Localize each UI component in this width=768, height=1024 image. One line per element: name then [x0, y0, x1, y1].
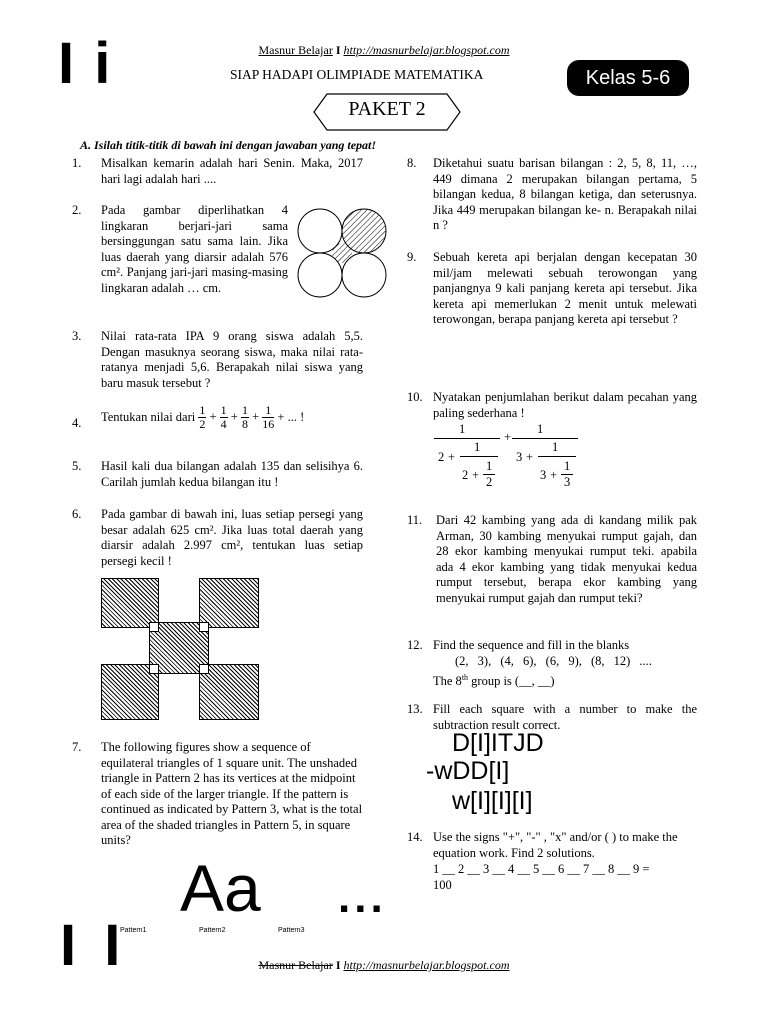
pattern-glyph-large: Aa: [180, 851, 261, 925]
bottom-left-glyph: I I: [60, 913, 127, 978]
pattern2-label: Pattern2: [199, 927, 226, 934]
q7-text: The following figures show a sequence of equilateral triangles of 1 square unit. The unshaded triangle in Pattern 2 has its vertices at the midpoint of each side of the larger triangle. If the pattern is continued as indicated by Pattern 3, what is the total area of the shaded triangles in Pattern 5, in square units?: [101, 740, 363, 847]
left-glyph: I i: [58, 31, 113, 96]
pattern3-label: Pattern3: [278, 927, 305, 934]
q13-row2: -wDD[I]: [426, 757, 510, 785]
q9-number: 9.: [407, 250, 417, 264]
footer-source: [0, 958, 768, 973]
q13-row3: w[I][I][I]: [452, 787, 533, 815]
q6-number: 6.: [72, 507, 82, 521]
q8-text: Diketahui suatu barisan bilangan : 2, 5, 8, 11, …, 449 dimana 2 merupakan bilangan pertama, 5 bilangan kedua, 8 bilangan ketiga, dan seterusnya. Jika 449 merupakan bilangan ke- n. Berapakah nilai n ?: [433, 156, 697, 232]
page-title: SIAP HADAPI OLIMPIADE MATEMATIKA: [230, 67, 484, 82]
q11-text: Dari 42 kambing yang ada di kandang milik pak Arman, 30 kambing menyukai rumput gajah, dan 28 ekor kambing menyukai rumput teki. apabila ada 4 ekor kambing yang tidak menyukai kedua rumput tersebut, berapa ekor kambing yang menyukai rumput gajah dan rumput teki?: [436, 513, 697, 605]
paket-label: PAKET 2: [348, 98, 426, 120]
q14-equation: 1 __ 2 __ 3 __ 4 __ 5 __ 6 __ 7 __ 8 __ 9 =: [433, 862, 650, 876]
q12-number: 12.: [407, 638, 423, 652]
q12-line3: The 8th group is (__, __): [433, 673, 555, 689]
q9-text: Sebuah kereta api berjalan dengan kecepatan 30 mil/jam melewati sebuah terowongan yang panjangnya 9 kali panjang kereta api tersebut. Jika kereta api memerlukan 2 menit untuk melewati terowongan, berapa panjang kereta api tersebut ?: [433, 250, 697, 326]
header-sep: I: [335, 43, 341, 57]
q13-row1: D[I]ITJD: [452, 729, 544, 757]
q4-expression: Tentukan nilai dari $\frac{1}{2}$ + $\frac{1}{4}$ + $\frac{1}{8}$ + $\frac{1}{16}$ + ... !: [101, 403, 305, 431]
footer-author: Masnur Belajar: [258, 958, 333, 972]
q10-text: Nyatakan penjumlahan berikut dalam pecahan yang paling sederhana !: [433, 390, 697, 420]
pattern-dots: ...: [338, 873, 387, 922]
q4-number: 4.: [72, 416, 82, 430]
q1-number: 1.: [72, 156, 82, 170]
pattern1-label: Pattern1: [120, 927, 147, 934]
q3-text: Nilai rata-rata IPA 9 orang siswa adalah 5,5. Dengan masuknya seorang siswa, maka nilai rata-ratanya menjadi 5,6. Berapakah nilai siswa yang baru masuk tersebut ?: [101, 329, 363, 390]
q13-text: Fill each square with a number to make the subtraction result correct.: [433, 702, 697, 732]
q2-text: Pada gambar diperlihatkan 4 lingkaran berjari-jari sama bersinggungan satu sama lain. Jika luas daerah yang diarsir adalah 576 cm². Panjang jari-jari masing-masing lingkaran adalah … cm.: [101, 203, 288, 295]
footer-sep: I: [335, 958, 341, 972]
q11-number: 11.: [407, 513, 423, 527]
q13-number: 13.: [407, 702, 423, 716]
q14-equation-result: 100: [433, 878, 452, 892]
q2-number: 2.: [72, 203, 82, 217]
blog-url[interactable]: http://masnurbelajar.blogspot.com: [343, 43, 510, 57]
q1-text: Misalkan kemarin adalah hari Senin. Maka, 2017 hari lagi adalah hari ....: [101, 156, 363, 186]
q14-number: 14.: [407, 830, 423, 844]
q8-number: 8.: [407, 156, 417, 170]
q12-line2: (2, 3), (4, 6), (6, 9), (8, 12) ....: [455, 654, 652, 668]
q3-number: 3.: [72, 329, 82, 343]
kelas-badge: Kelas 5-6: [567, 60, 689, 96]
four-circles-figure: [296, 207, 388, 299]
header-source: [0, 43, 768, 58]
q7-number: 7.: [72, 740, 82, 754]
q6-text: Pada gambar di bawah ini, luas setiap persegi yang besar adalah 625 cm². Jika luas total daerah yang diarsir adalah 2.997 cm², tentukan luas setiap persegi kecil !: [101, 507, 363, 568]
q5-number: 5.: [72, 459, 82, 473]
q10-number: 10.: [407, 390, 423, 404]
instruction: A. Isilah titik-titik di bawah ini dengan jawaban yang tepat!: [80, 138, 377, 152]
q5-text: Hasil kali dua bilangan adalah 135 dan selisihya 6. Carilah jumlah kedua bilangan itu !: [101, 459, 363, 489]
author-name: Masnur Belajar: [258, 43, 333, 57]
squares-figure: [101, 578, 261, 720]
q14-text: Use the signs "+", "-" , "x" and/or ( ) to make the equation work. Find 2 solutions.: [433, 830, 678, 860]
continued-fraction: 1 + 1 2 + 1 2 + 1 2 3 + 1 3 + 1 3: [432, 422, 582, 497]
q12-line1: Find the sequence and fill in the blanks: [433, 638, 630, 652]
footer-url[interactable]: http://masnurbelajar.blogspot.com: [343, 958, 510, 972]
